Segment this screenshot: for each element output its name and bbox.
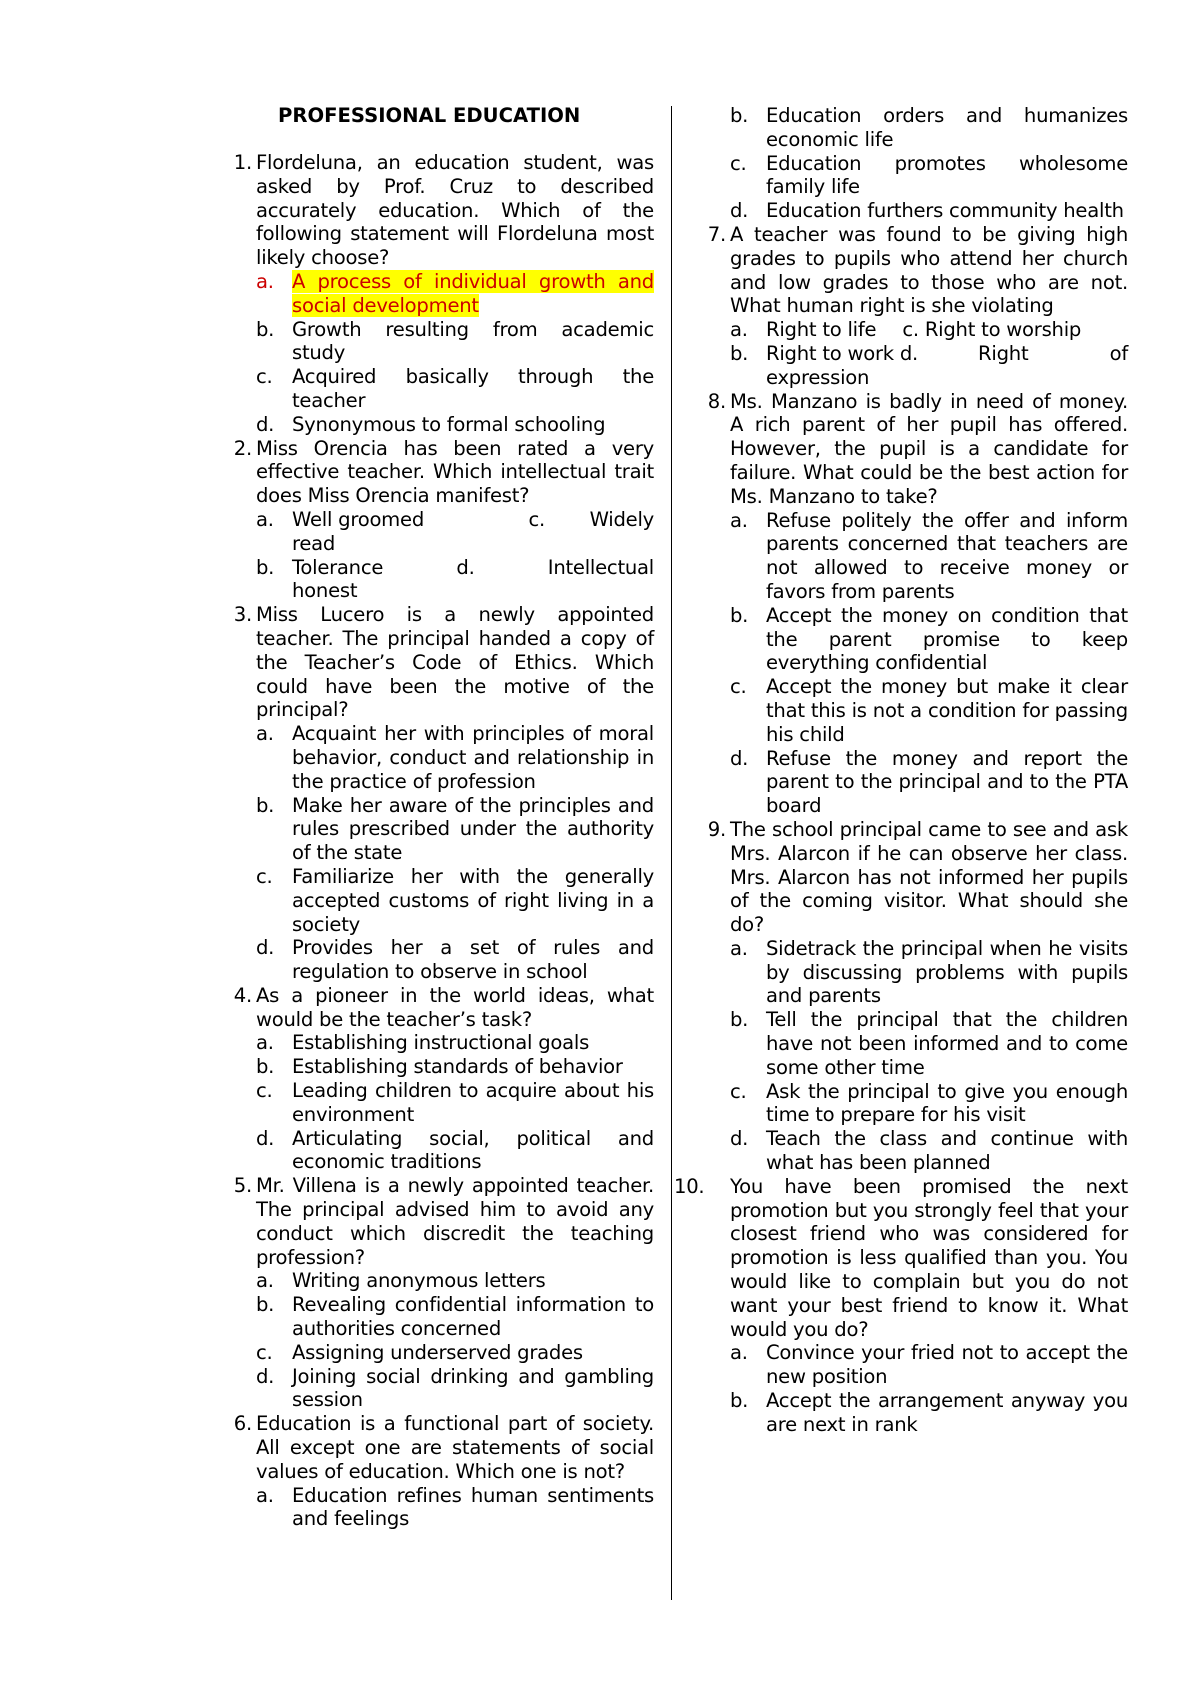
- option-text: Establishing standards of behavior: [292, 1055, 623, 1079]
- highlighted-answer: A process of individual growth and social development: [292, 269, 654, 317]
- option-4b: [256, 1055, 654, 1079]
- option-letter: d.: [730, 199, 749, 223]
- option-1d: [256, 413, 654, 437]
- option-8d: [730, 747, 1128, 818]
- option-text: Education refines human sentiments and feelings: [292, 1483, 654, 1531]
- option-text: Acquaint her with principles of moral behavior, conduct and relationship in the practice of profession: [292, 722, 654, 793]
- option-8a: [730, 509, 1128, 604]
- option-letter: b.: [256, 793, 275, 817]
- option-4a: [256, 1031, 654, 1055]
- option-3b: [256, 794, 654, 865]
- option-5a: [256, 1269, 654, 1293]
- option-letter: a.: [730, 508, 748, 532]
- option-text: Acquired basically through the teacher: [292, 365, 654, 412]
- option-text: Articulating social, political and economic traditions: [292, 1126, 654, 1174]
- option-6c: [730, 152, 1128, 200]
- option-text: Convince your fried not to accept the new position: [766, 1341, 1128, 1389]
- option-text: Accept the arrangement anyway you are next in rank: [766, 1389, 1128, 1436]
- option-letter: d.: [256, 936, 275, 960]
- option-6b: [730, 104, 1128, 152]
- option-row-7bd: [730, 342, 1128, 366]
- option-1c: [256, 365, 654, 413]
- option-letter: c.: [730, 1079, 747, 1103]
- option-letter: a.: [256, 1269, 274, 1293]
- question-7: [688, 223, 1128, 390]
- option-text: Education promotes wholesome family life: [766, 151, 1128, 199]
- option-text: Revealing confidential information to authorities concerned: [292, 1293, 654, 1341]
- question-text: Miss Orencia has been rated a very effective teacher. Which intellectual trait does Miss Orencia manifest?: [256, 436, 654, 508]
- option-letter: c.: [528, 507, 546, 531]
- question-6: [214, 1412, 654, 1531]
- option-text: Tolerance: [292, 555, 384, 579]
- question-2: [214, 437, 654, 604]
- question-text: A teacher was found to be giving high grades to pupils who attend her church and low grades to those who are not. What human right is she violating: [730, 222, 1128, 318]
- option-text: Education orders and humanizes economic life: [766, 104, 1128, 151]
- option-letter: c.: [256, 864, 273, 888]
- option-text: Intellectual: [547, 555, 654, 579]
- option-5d: [256, 1365, 654, 1413]
- option-text: Provides her a set of rules and regulation to observe in school: [292, 936, 654, 984]
- question-text: You have been promised the next promotion but you strongly feel that your closest friend who was considered for promotion is less qualified than you. You would like to complain but you do not want your best friend to know it. What would you do?: [730, 1174, 1128, 1341]
- option-10b: [730, 1389, 1128, 1437]
- option-text: Tell the principal that the children have not been informed and to come some other time: [766, 1008, 1128, 1079]
- option-letter: c.: [902, 318, 919, 342]
- option-4c: [256, 1079, 654, 1127]
- option-text: Refuse politely the offer and inform parents concerned that teachers are not allowed to receive money or favors from parents: [766, 508, 1128, 603]
- option-row-7ac: [730, 318, 1128, 342]
- option-letter: c.: [256, 365, 273, 389]
- question-10: [674, 1174, 1128, 1437]
- option-text: Writing anonymous letters: [292, 1269, 546, 1293]
- option-text: Well groomed: [292, 507, 425, 531]
- option-1a-correct: [256, 270, 654, 318]
- question-3: [214, 603, 654, 984]
- option-letter: b.: [730, 104, 749, 127]
- option-letter: a.: [256, 1483, 274, 1507]
- option-5c: [256, 1341, 654, 1365]
- question-text: As a pioneer in the world ideas, what would be the teacher’s task?: [256, 983, 654, 1031]
- question-4: [214, 984, 654, 1174]
- option-6d: [730, 199, 1128, 223]
- right-column: [674, 104, 1128, 1437]
- option-3d: [256, 936, 654, 984]
- option-text: Right to life: [766, 318, 877, 342]
- option-1b: [256, 318, 654, 366]
- option-9a: [730, 937, 1128, 1008]
- option-letter: b.: [256, 1293, 275, 1317]
- option-continuation: honest: [292, 579, 358, 603]
- option-6a: [256, 1484, 654, 1532]
- option-letter: b.: [730, 1389, 749, 1413]
- question-number: 4.: [233, 983, 252, 1007]
- option-letter: b.: [730, 603, 749, 627]
- question-number: 10.: [674, 1174, 705, 1198]
- option-letter: c.: [730, 675, 747, 699]
- option-text: Growth resulting from academic study: [292, 317, 654, 365]
- question-number: 5.: [233, 1174, 252, 1198]
- option-text: Accept the money but make it clear that this is not a condition for passing his child: [766, 675, 1128, 746]
- option-letter: d.: [899, 341, 919, 365]
- question-8: [688, 390, 1128, 818]
- option-letter: b.: [256, 317, 275, 341]
- question-text: Education is a functional part of society. All except one are statements of social values of education. Which one is not?: [256, 1412, 654, 1483]
- question-1: [214, 151, 654, 437]
- question-text: Mr. Villena is a newly appointed teacher. The principal advised him to avoid any conduct which discredit the teaching profession?: [256, 1174, 654, 1269]
- option-text: Teach the class and continue with what has been planned: [766, 1127, 1128, 1175]
- option-continuation: expression: [766, 365, 870, 389]
- option-letter: a.: [730, 1341, 748, 1365]
- option-row-2bd: [256, 556, 654, 580]
- option-letter: b.: [256, 555, 275, 579]
- option-10a: [730, 1341, 1128, 1389]
- option-letter: d.: [730, 746, 749, 770]
- option-letter: d.: [730, 1127, 749, 1151]
- left-column: [214, 104, 654, 1531]
- column-divider: [671, 106, 672, 1600]
- option-text: Familiarize her with the generally accepted customs of right living in a society: [292, 864, 654, 936]
- question-number: 2.: [233, 436, 252, 460]
- question-number: 6.: [233, 1412, 252, 1436]
- option-letter: b.: [256, 1055, 275, 1079]
- option-text: Ask the principal to give you enough time to prepare for his visit: [766, 1079, 1128, 1127]
- question-number: 8.: [707, 389, 726, 413]
- option-text: Right to work: [766, 341, 894, 365]
- question-6-continued: [688, 104, 1128, 223]
- option-letter: a.: [730, 936, 748, 960]
- option-text: Education furthers community health: [766, 199, 1124, 223]
- option-letter: a.: [256, 1031, 274, 1055]
- option-3a: [256, 722, 654, 793]
- option-text: Refuse the money and report the parent to the principal and to the PTA board: [766, 746, 1128, 818]
- option-text: Accept the money on condition that the parent promise to keep everything confidential: [766, 603, 1128, 675]
- option-3c: [256, 865, 654, 936]
- option-text: Widely: [589, 507, 654, 531]
- question-number: 1.: [233, 151, 252, 174]
- option-letter: a.: [256, 269, 274, 293]
- option-9d: [730, 1127, 1128, 1175]
- option-letter: b.: [730, 341, 749, 365]
- question-number: 3.: [233, 603, 252, 627]
- option-letter: a.: [730, 318, 748, 342]
- question-number: 9.: [707, 817, 726, 841]
- option-letter: c.: [256, 1340, 273, 1364]
- option-8b: [730, 604, 1128, 675]
- option-text: Synonymous to formal schooling: [292, 412, 606, 436]
- option-5b: [256, 1293, 654, 1341]
- option-9b: [730, 1008, 1128, 1079]
- option-letter: d.: [256, 1364, 275, 1388]
- question-text: Flordeluna, an education student, was asked by Prof. Cruz to described accurately education. Which of the following statement will Flordeluna most likely choose?: [256, 151, 654, 270]
- option-row-2ac: [256, 508, 654, 532]
- option-8c: [730, 675, 1128, 746]
- option-text: Right to worship: [924, 318, 1082, 342]
- option-text: Assigning underserved grades: [292, 1340, 583, 1364]
- question-text: Ms. Manzano is badly in need of money. A rich parent of her pupil has offered. However, the pupil is a candidate for failure. What could be the best action for Ms. Manzano to take?: [730, 389, 1128, 508]
- option-letter: c.: [256, 1079, 273, 1103]
- option-letter: d.: [256, 412, 275, 436]
- option-text: Sidetrack the principal when he visits by discussing problems with pupils and parents: [766, 936, 1128, 1008]
- option-text-group: Right of: [978, 341, 1128, 365]
- option-continuation: read: [292, 531, 336, 555]
- page-title: PROFESSIONAL EDUCATION: [278, 104, 581, 127]
- option-letter: b.: [730, 1008, 749, 1032]
- option-text: Joining social drinking and gambling session: [292, 1364, 654, 1412]
- option-letter: d.: [456, 555, 475, 579]
- option-4d: [256, 1127, 654, 1175]
- option-letter: d.: [256, 1126, 275, 1150]
- option-text: Leading children to acquire about his environment: [292, 1079, 654, 1126]
- question-number: 7.: [707, 222, 726, 246]
- option-letter: c.: [730, 151, 747, 175]
- question-text: The school principal came to see and ask Mrs. Alarcon if he can observe her class. Mrs. Alarcon has not informed her pupils of the coming visitor. What should she do?: [730, 817, 1128, 937]
- option-letter: a.: [256, 722, 274, 746]
- option-9c: [730, 1080, 1128, 1128]
- question-9: [688, 818, 1128, 1175]
- option-letter: a.: [256, 507, 274, 531]
- option-text: Establishing instructional goals: [292, 1031, 590, 1055]
- question-5: [214, 1174, 654, 1412]
- question-text: Miss Lucero is a newly appointed teacher. The principal handed a copy of the Teacher’s Code of Ethics. Which could have been the motive of the principal?: [256, 603, 654, 722]
- option-text: Make her aware of the principles and rules prescribed under the authority of the state: [292, 793, 654, 865]
